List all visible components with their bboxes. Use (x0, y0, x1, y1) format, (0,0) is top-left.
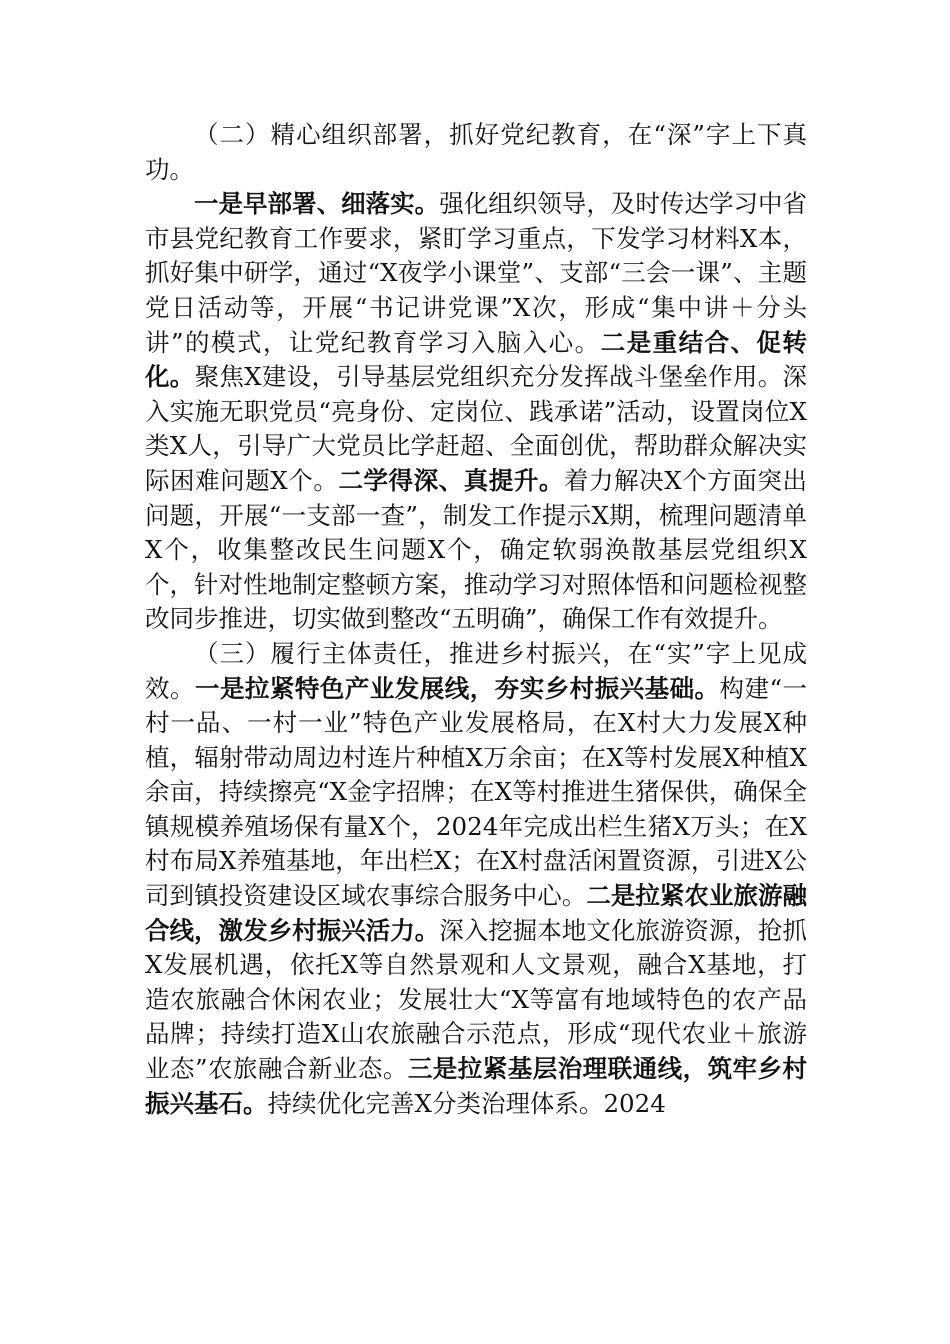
document-page (145, 118, 807, 1121)
section-3-point-1-text: 构建“一村一品、一村一业”特色产业发展格局，在X村大力发展X种植，辐射带动周边村连片种植X万余亩；在X等村发展X种植X余亩，持续擦亮“X金字招牌；在X等村推进生猪保供，确保全镇规模养殖场保有量X个，2024年完成出栏生猪X万头；在X村布局X养殖基地，年出栏X；在X村盘活闲置资源，引进X公司到镇投资建设区域农事综合服务中心。 (145, 673, 808, 911)
section-3-point-1-title: 一是拉紧特色产业发展线，夯实乡村振兴基础。 (194, 673, 720, 703)
point-2-text: 聚焦X建设，引导基层党组织充分发挥战斗堡垒作用。深入实施无职党员“亮身份、定岗位、践承诺”活动，设置岗位X类X人，引导广大党员比学赶超、全面创优，帮助群众解决实际困难问题X个。 (145, 362, 807, 495)
section-2-heading-text: （二）精心组织部署，抓好党纪教育，在“深”字上下真功。 (145, 120, 807, 184)
point-3-title: 二学得深、真提升。 (338, 465, 564, 495)
section-3-heading: （三）履行主体责任，推进乡村振兴，在“实”字上见成效。 (145, 638, 807, 703)
section-2-heading (145, 118, 807, 187)
point-3-text: 着力解决X个方面突出问题，开展“一支部一查”，制发工作提示X期，梳理问题清单X个，收集整改民生问题X个，确定软弱涣散基层党组织X个，针对性地制定整顿方案，推动学习对照体悟和问题检视整改同步推进，切实做到整改“五明确”，确保工作有效提升。 (145, 465, 807, 634)
section-3-point-3-title: 三是拉紧基层治理联通线，筑牢乡村振兴基石。 (145, 1054, 808, 1118)
point-1-text: 强化组织领导，及时传达学习中省市县党纪教育工作要求，紧盯学习重点，下发学习材料X本，抓好集中研学，通过“X夜学小课堂”、支部“三会一课”、主题党日活动等，开展“书记讲党课”X次，形成“集中讲＋分头讲”的模式，让党纪教育学习入脑入心。 (145, 189, 808, 357)
section-3-body (145, 637, 807, 1121)
point-2-title: 二是重结合、促转化。 (145, 327, 808, 392)
point-1-title: 一是早部署、细落实。 (194, 189, 440, 219)
section-3-point-3-text: 持续优化完善X分类治理体系。2024 (267, 1088, 666, 1118)
section-2-body (145, 187, 807, 637)
section-3-point-2-title: 二是拉紧农业旅游融合线，激发乡村振兴活力。 (145, 881, 808, 945)
section-3-point-2-text: 深入挖掘本地文化旅游资源，抢抓X发展机遇，依托X等自然景观和人文景观，融合X基地，打造农旅融合休闲农业；发展壮大“X等富有地域特色的农产品品牌；持续打造X山农旅融合示范点，形成“现代农业＋旅游业态”农旅融合新业态。 (145, 915, 808, 1084)
